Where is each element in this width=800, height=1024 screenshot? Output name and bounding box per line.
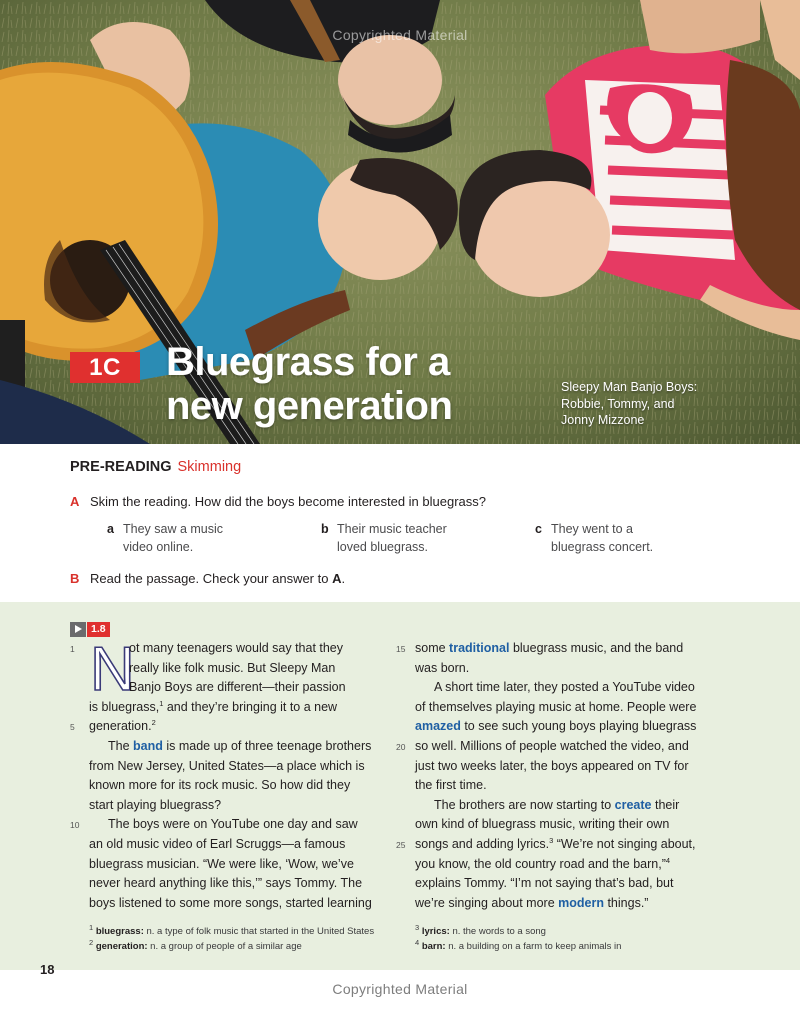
footnote-definition: n. a building on a farm to keep animals in: [445, 941, 622, 952]
footnote-number: 2: [89, 937, 94, 947]
passage-line: start playing bluegrass?: [89, 797, 222, 812]
footnote: [415, 924, 715, 939]
option-text: [551, 521, 701, 556]
option-letter: c: [535, 522, 542, 536]
caption-line: Robbie, Tommy, and: [561, 396, 675, 411]
footnote-ref: 1: [159, 698, 164, 708]
footnote-definition: n. the words to a song: [449, 926, 546, 937]
page-title: [166, 340, 546, 428]
passage-text: The brothers are now starting to: [434, 797, 615, 812]
passage-text: The: [108, 738, 134, 753]
question-letter: B: [70, 571, 80, 586]
footnote-number: 3: [415, 922, 420, 932]
keyword-modern: modern: [558, 895, 604, 910]
passage-line: [415, 796, 707, 816]
footnotes-left: [89, 924, 389, 954]
footnote-term: barn:: [421, 941, 446, 952]
passage-line: so well. Millions of people watched the video, and: [415, 738, 689, 753]
passage-line: never heard anything like this,’” says Tommy. The: [89, 876, 363, 891]
passage-line: [89, 698, 381, 718]
passage-text: songs and adding lyrics.: [415, 836, 550, 851]
photo-caption: [561, 379, 751, 429]
passage-line: A short time later, they posted a YouTube video: [434, 680, 695, 695]
question-a: [70, 494, 486, 509]
unit-badge: 1C: [70, 352, 140, 383]
option-line: They went to a: [551, 522, 633, 536]
passage-line: own kind of bluegrass music, writing their own: [415, 817, 670, 832]
hero-photo: [0, 0, 800, 444]
option-line: bluegrass concert.: [551, 539, 654, 554]
line-number: 25: [396, 840, 406, 850]
option-line: They saw a music: [123, 522, 224, 536]
passage-line: [415, 855, 707, 875]
play-icon[interactable]: [70, 622, 86, 637]
option-text: [123, 521, 273, 556]
option-line: Their music teacher: [337, 522, 447, 536]
passage-text: we’re singing about more: [415, 895, 559, 910]
title-line-2: new generation: [166, 384, 453, 428]
passage-line: ot many teenagers would say that they: [129, 641, 344, 655]
footnote-number: 1: [89, 922, 94, 932]
passage-text: and they’re bringing it to a new: [166, 699, 338, 714]
passage-text: their: [651, 797, 680, 812]
line-number: 20: [396, 742, 406, 752]
passage-text: is bluegrass,: [89, 699, 160, 714]
passage-line: just two weeks later, the boys appeared on TV for: [415, 758, 689, 773]
passage-text: bluegrass music, and the band: [509, 641, 684, 655]
passage-line: bluegrass musician. “We were like, ‘Wow, we’ve: [89, 856, 354, 871]
footnote-term: lyrics:: [421, 926, 450, 937]
passage-line: [415, 835, 707, 855]
question-text-part: .: [341, 571, 346, 586]
keyword-amazed: amazed: [415, 719, 461, 734]
question-text-part: Read the passage. Check your answer to: [90, 571, 333, 586]
title-line-1: Bluegrass for a: [166, 340, 450, 384]
audio-track-number: 1.8: [87, 622, 110, 637]
option-letter: a: [107, 522, 114, 536]
passage-line: The boys were on YouTube one day and saw: [108, 817, 358, 832]
watermark-bottom: Copyrighted Material: [332, 981, 468, 997]
line-number: 15: [396, 644, 406, 654]
footnote-term: bluegrass:: [95, 926, 144, 937]
footnote: [415, 939, 715, 954]
passage-line: [89, 717, 381, 737]
footnotes-right: [415, 924, 715, 954]
passage-line: from New Jersey, United States—a place which is: [89, 758, 365, 773]
line-number: 5: [70, 722, 75, 732]
passage-line: [89, 737, 381, 757]
passage-line: explains Tommy. “I’m not saying that’s bad, but: [415, 876, 674, 891]
dropcap-glyph: N: [90, 635, 135, 704]
watermark-top: Copyrighted Material: [332, 27, 468, 43]
passage-line: was born.: [415, 660, 470, 675]
option-line: loved bluegrass.: [337, 539, 429, 554]
passage-line: boys listened to some more songs, started learning: [89, 895, 372, 910]
option-text: [337, 521, 487, 556]
passage-text: you know, the old country road and the barn,”: [415, 856, 666, 871]
passage-line: [415, 639, 707, 659]
passage-line: of themselves playing music at home. People were: [415, 699, 697, 714]
question-text: [90, 571, 345, 586]
footnote: [89, 924, 389, 939]
keyword-band: band: [133, 738, 163, 753]
passage-text: generation.: [89, 719, 152, 734]
footnote-ref: 4: [665, 855, 671, 865]
passage-text: things.”: [603, 895, 649, 910]
footnote-definition: n. a group of people of a similar age: [147, 941, 302, 952]
prereading-heading: [70, 459, 241, 475]
footnote-term: generation:: [95, 941, 148, 952]
prereading-label: PRE-READING: [70, 459, 172, 475]
passage-line: an old music video of Earl Scruggs—a famous: [89, 836, 346, 851]
option-line: video online.: [123, 539, 194, 554]
caption-line: Jonny Mizzone: [561, 413, 645, 427]
question-letter: A: [70, 494, 80, 509]
passage-line: the first time.: [415, 778, 487, 793]
page-number: 18: [40, 962, 55, 977]
footnote-ref: 3: [549, 835, 554, 845]
passage-text: some: [415, 641, 450, 655]
passage-line: Banjo Boys are different—their passion: [129, 680, 346, 695]
passage-text: to see such young boys playing bluegrass: [460, 719, 697, 734]
passage-text: is made up of three teenage brothers: [166, 738, 372, 753]
question-text-bold: A: [332, 571, 342, 586]
prereading-skill: Skimming: [177, 459, 242, 475]
passage-line: [415, 717, 707, 737]
question-b: [70, 571, 345, 586]
passage-column-2: [415, 639, 707, 913]
keyword-create: create: [614, 797, 652, 812]
footnote-definition: n. a type of folk music that started in the United States: [143, 926, 375, 937]
footnote-number: 4: [415, 937, 420, 947]
keyword-traditional: traditional: [449, 641, 510, 655]
passage-line: [415, 894, 707, 914]
line-number: 1: [70, 644, 75, 654]
line-number: 10: [70, 820, 80, 830]
passage-text: “We’re not singing about,: [553, 836, 696, 851]
passage-column-1: [89, 639, 381, 913]
footnote: [89, 939, 389, 954]
question-text: Skim the reading. How did the boys become interested in bluegrass?: [90, 494, 486, 509]
passage-line: known more for its rock music. So how did they: [89, 778, 351, 793]
option-letter: b: [321, 522, 329, 536]
caption-line: Sleepy Man Banjo Boys:: [561, 380, 698, 394]
footnote-ref: 2: [151, 718, 156, 728]
passage-line: really like folk music. But Sleepy Man: [129, 660, 336, 675]
